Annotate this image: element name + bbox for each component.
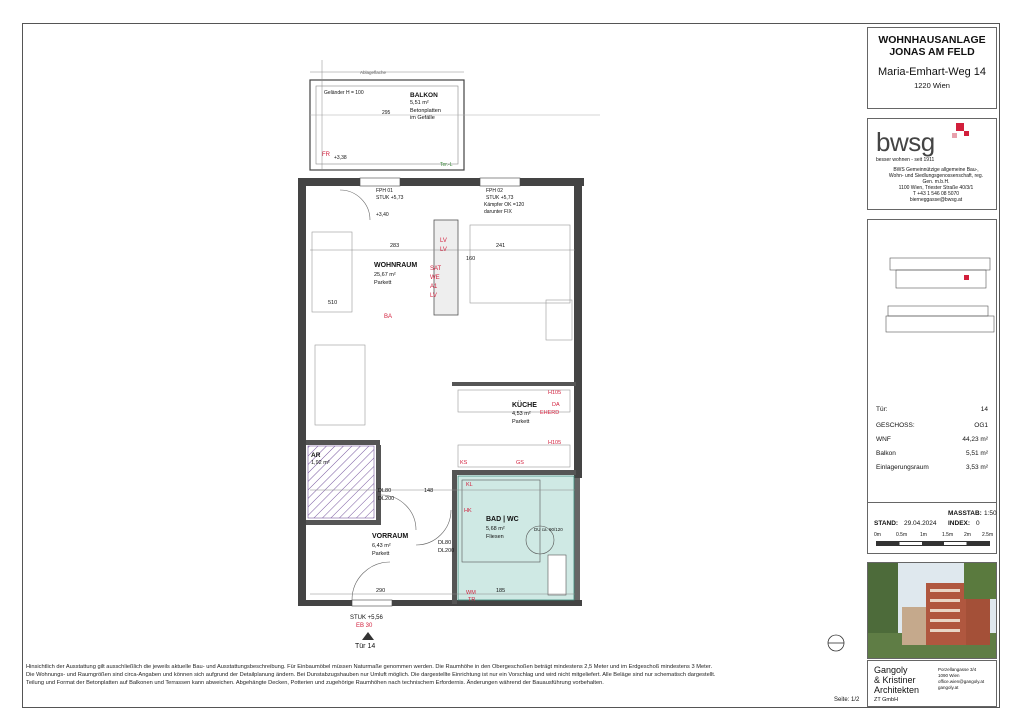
dl-2b: DL200 — [438, 548, 455, 554]
stuk-entry: STUK +5,56 — [350, 615, 383, 621]
info-row-door: Tür: 14 — [876, 406, 988, 413]
wohnraum-floor: Parkett — [374, 280, 392, 286]
developer-box — [867, 118, 997, 210]
project-city: 1220 Wien — [914, 81, 950, 90]
logo-square-icon-2 — [964, 131, 969, 136]
ar-area: 1,92 m² — [311, 460, 330, 466]
dim-148: 148 — [424, 488, 434, 494]
balkon-dim: 295 — [382, 110, 391, 116]
railing-label: Geländer H = 100 — [324, 90, 364, 96]
developer-slogan: besser wohnen - seit 1911 — [876, 157, 935, 163]
level-338: +3,38 — [334, 155, 347, 161]
site-plan-thumbnail — [868, 220, 996, 370]
dim-510: 510 — [328, 300, 338, 306]
dim-283: 283 — [390, 243, 400, 249]
architect-contact: Porzellangasse 3/4 1090 Wien office.wien@gangoly.at gangoly.at — [938, 667, 985, 690]
logo-square-icon — [956, 123, 964, 131]
balkon-name: BALKON — [410, 92, 438, 99]
index-value: 0 — [976, 520, 980, 527]
tag-kl: KL — [466, 482, 473, 488]
scale-bar — [876, 541, 990, 546]
vorraum-area: 6,43 m² — [372, 543, 391, 549]
ba-label: BA — [384, 314, 393, 320]
dim-290: 290 — [376, 588, 386, 594]
kueche-area: 4,53 m² — [512, 411, 531, 417]
unit-info-box: Tür: 14 GESCHOSS: OG1 WNF 44,23 m² Balkon 5,51 m² Einlagerungsraum 3,53 m² MASSTAB: 1:50 STAND: 29.04.2024 INDEX: 0 0m 0.5m 1m 1.5m 2m 2.5m — [867, 219, 997, 554]
scale-label: MASSTAB: — [948, 510, 982, 517]
door-tag-2b: STUK +5,73 — [486, 195, 514, 201]
dl-2: DL80 — [438, 540, 452, 546]
dim-160: 160 — [466, 256, 476, 262]
balkon-area: 5,51 m² — [410, 100, 429, 106]
info-row-storage: Einlagerungsraum 3,53 m² — [876, 464, 988, 471]
rendering-image — [868, 563, 996, 658]
bad-name: BAD | WC — [486, 516, 519, 523]
dim-241: 241 — [496, 243, 506, 249]
tag-da: DA — [552, 402, 560, 408]
kueche-floor: Parkett — [512, 419, 530, 425]
architect-box — [867, 660, 997, 707]
info-row-balkon: Balkon 5,51 m² — [876, 450, 988, 457]
project-title-box — [867, 27, 997, 109]
info-row-floor: GESCHOSS: OG1 — [876, 422, 988, 429]
dim-185: 185 — [496, 588, 506, 594]
kaempfer-label: Kämpfer OK =120 — [484, 202, 525, 208]
bad-floor: Fliesen — [486, 534, 504, 540]
project-title-1: WOHNHAUSANLAGE — [878, 34, 986, 46]
entry-door-label: Tür 14 — [355, 643, 376, 650]
vorraum-floor: Parkett — [372, 551, 390, 557]
eb-label: EB 30 — [356, 623, 373, 629]
elec-tags-2: SAT WE A1 LV — [430, 266, 442, 299]
tag-eherd: EHERD — [540, 410, 560, 416]
balkon-floor: Betonplatten — [410, 108, 441, 114]
tag-tr: TR — [468, 597, 476, 603]
tag-wm: WM — [466, 590, 476, 596]
bad-shower: DU ca. 90/120 — [534, 527, 563, 532]
building-rendering — [867, 562, 997, 659]
developer-email: bierneggasse@bwsg.at — [909, 197, 963, 203]
elec-tags: LV LV — [440, 238, 447, 253]
tag-h105: H105 — [548, 390, 562, 396]
wohnraum-name: WOHNRAUM — [374, 262, 418, 269]
bwsg-logo: bwsg — [876, 127, 935, 157]
page-number: Seite: 1/2 — [834, 697, 860, 703]
door-tag-2: FPH 02 — [486, 188, 503, 194]
developer-address: 1100 Wien, Triester Straße 40/3/1 — [898, 185, 974, 191]
dl-1: DL80 — [378, 488, 392, 494]
door-tag-1: FPH 01 — [376, 188, 393, 194]
disclaimer-text: Hinsichtlich der Ausstattung gilt ausschließlich die jeweils aktuelle Bau- und Ausstattungsbeschreibung. Für Einbaumöbel müssen Naturmaße genommen werden. Die Raumhöhe in den Obergeschoßen beträgt mindestens 2,5 Meter und im Erdgeschoß mindestens 3 Meter. Die Wohnungs- und Raumgrößen sind circa-Angaben und können sich aufgrund der Detailplanung ändern. Bei Dunstabzugshauben nur Umluft möglich. Die dargestellte Einrichtung ist nur ein Vorschlag und wird nicht mitgeliefert. Alle Beläge sind nur schematisch dargestellt. Teilung und Format der Betonplatten auf Balkonen und Terrassen kann abweichen. Abgehängte Decken, Potterien und zugehörige Raumhöhen nach technischem Erfordernis. Änderungen während der Bauausführung vorbehalten. — [26, 664, 716, 686]
stand-value: 29.04.2024 — [904, 520, 937, 527]
tag-h105b: H105 — [548, 440, 562, 446]
darunter-label: darunter FIX — [484, 209, 512, 215]
ablage-label: Ablageflache — [360, 70, 387, 75]
vorraum-name: VORRAUM — [372, 533, 409, 540]
project-title-2: JONAS AM FELD — [889, 46, 975, 58]
ar-name: AR — [311, 452, 321, 459]
door-tag-1b: STUK +5,73 — [376, 195, 404, 201]
level-340: +3,40 — [376, 212, 389, 218]
developer-phone: T +43 1 546 08 5070 — [912, 191, 960, 197]
stand-label: STAND: — [874, 520, 899, 527]
tag-gs: GS — [516, 460, 524, 466]
tag-ks: KS — [460, 460, 468, 466]
tag-hk: HK — [464, 508, 472, 514]
architect-name: Gangoly & Kristiner Architekten ZT GmbH — [874, 665, 920, 703]
project-street: Maria-Emhart-Weg 14 — [878, 66, 986, 78]
scale-value: 1:50 — [984, 510, 997, 517]
bad-area: 5,68 m² — [486, 526, 505, 532]
balkon-floor2: im Gefälle — [410, 115, 435, 121]
kueche-name: KÜCHE — [512, 402, 537, 409]
fr-label: FR — [322, 152, 330, 158]
info-row-wnf: WNF 44,23 m² — [876, 436, 988, 443]
dl-1b: DL200 — [378, 496, 395, 502]
developer-name: BWS Gemeinnützige allgemeine Bau-, Wohn- und Siedlungsgenossenschaft, reg. Gen. m.b.H. — [888, 167, 984, 185]
ter-label: Ter.-L — [440, 162, 453, 168]
wohnraum-area: 25,67 m² — [374, 272, 396, 278]
index-label: INDEX: — [948, 520, 971, 527]
logo-square-icon-3 — [952, 133, 957, 138]
